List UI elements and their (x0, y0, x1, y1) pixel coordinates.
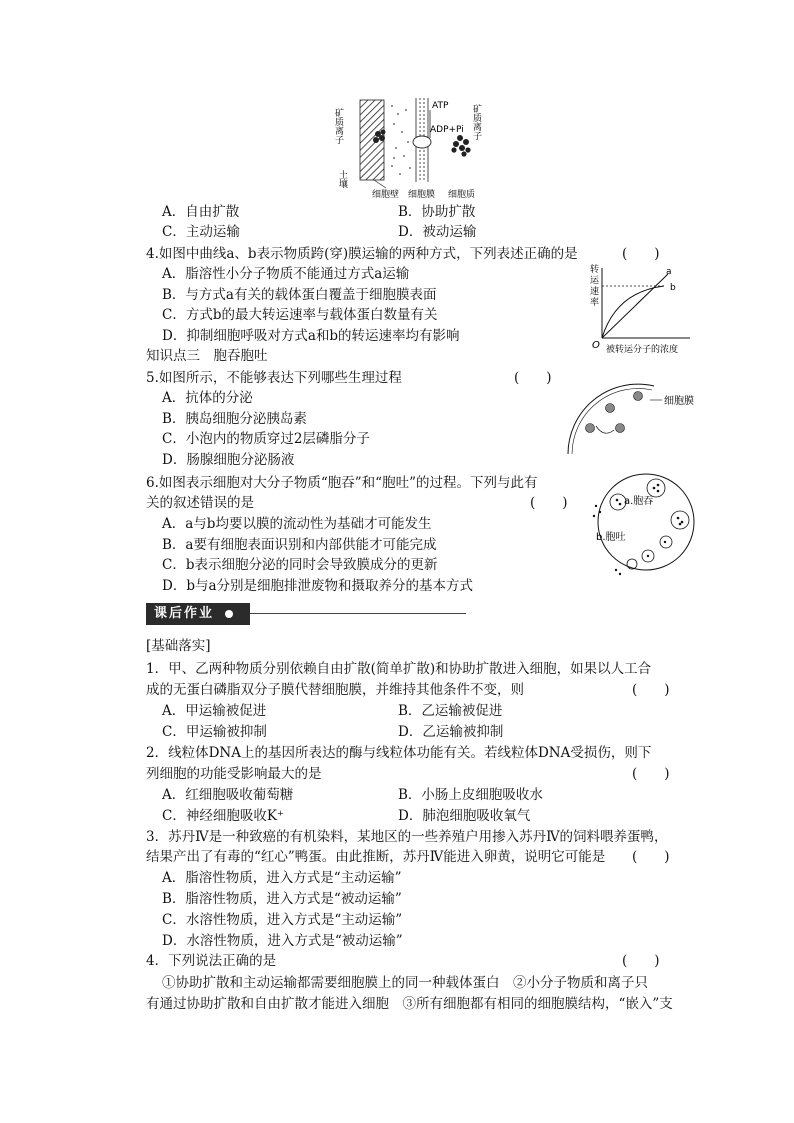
q6-option-c: C．b表示细胞分泌的同时会导致膜成分的更新 (162, 557, 438, 573)
q5-option-a: A．抗体的分泌 (162, 390, 253, 406)
h4-line1: ①协助扩散和主动运输都需要细胞膜上的同一种载体蛋白 ②小分子物质和离子只 (162, 975, 648, 991)
h1-option-c: C．甲运输被抑制 (162, 724, 267, 740)
graph-y-label-3: 速 (590, 287, 600, 297)
q6-stem-line1: 6.如图表示细胞对大分子物质“胞吞”和“胞吐”的过程。下列与此有 (146, 475, 538, 491)
h4-answer-paren: ( ) (622, 953, 660, 969)
h2-option-b: B．小肠上皮细胞吸收水 (398, 787, 543, 803)
graph-curve-b-label: b (670, 283, 676, 293)
fig-adp: ADP+Pi (430, 125, 464, 135)
homework-banner-text: 课后作业 (154, 606, 215, 621)
graph-y-label-4: 率 (590, 298, 600, 308)
h4-line2: 有通过协助扩散和自由扩散才能进入细胞 ③所有细胞都有相同的细胞膜结构，“嵌入”支 (146, 996, 673, 1012)
h2-option-c: C．神经细胞吸收K⁺ (162, 808, 285, 824)
h3-line1: 3．苏丹Ⅳ是一种致癌的有机染料，某地区的一些养殖户用掺入苏丹Ⅳ的饲料喂养蛋鸭， (146, 829, 668, 845)
curve-a (602, 274, 668, 338)
right-ions (451, 135, 470, 157)
ion-transport-figure (333, 96, 506, 200)
q5-option-d: D．肠腺细胞分泌肠液 (162, 452, 295, 468)
h3-answer-paren: ( ) (632, 849, 670, 865)
h1-answer-paren: ( ) (632, 682, 670, 698)
transport-rate-graph (586, 262, 698, 356)
fig-wall-label: 细胞壁 (372, 190, 400, 200)
h2-answer-paren: ( ) (632, 766, 670, 782)
graph-origin: O (592, 340, 600, 351)
q4-option-d: D．抑制细胞呼吸对方式a和b的转运速率均有影响 (162, 328, 460, 344)
q6-answer-paren: ( ) (530, 495, 568, 511)
h2-option-d: D．肺泡细胞吸收氧气 (398, 808, 531, 824)
h2-line1: 2．线粒体DNA上的基因所表达的酶与线粒体功能有关。若线粒体DNA受损伤，则下 (146, 745, 652, 761)
fig-cytoplasm-label: 细胞质 (448, 190, 476, 200)
h3-line2: 结果产出了有毒的“红心”鸭蛋。由此推断，苏丹Ⅳ能进入卵黄，说明它可能是 (146, 849, 606, 865)
dot-field (391, 105, 411, 175)
h1-option-a: A．甲运输被促进 (162, 703, 267, 719)
graph-y-label-1: 转 (590, 265, 600, 275)
h1-option-d: D．乙运输被抑制 (398, 724, 504, 740)
q6-option-a: A．a与b均要以膜的流动性为基础才可能发生 (162, 516, 432, 532)
vesicle-secretion-figure (562, 378, 712, 458)
basic-section-title: [基础落实] (146, 638, 211, 654)
h1-option-b: B．乙运输被促进 (398, 703, 503, 719)
vesicle-1 (634, 392, 643, 401)
vesicle-3 (586, 424, 595, 433)
q6-option-b: B．a要有细胞表面识别和内部供能才可能完成 (162, 537, 437, 553)
fig-left-label: 矿质离子 (333, 108, 343, 144)
graph-y-label-2: 运 (590, 276, 600, 286)
cell-outline (598, 474, 694, 570)
q4-answer-paren: ( ) (622, 246, 660, 262)
fig-soil-label: 土壤 (337, 170, 347, 188)
banner-rule (250, 613, 466, 614)
h3-option-b: B．脂溶性物质，进入方式是“被动运输” (162, 891, 402, 907)
fig-exocytosis-label: b.胞吐 (596, 532, 626, 543)
carrier-protein (413, 136, 431, 148)
q5-stem: 5.如图所示，不能够表达下列哪些生理过程 (146, 370, 402, 386)
q3-option-b: B．协助扩散 (398, 204, 476, 220)
h3-option-a: A．脂溶性物质，进入方式是“主动运输” (162, 870, 402, 886)
graph-x-label: 被转运分子的浓度 (606, 345, 679, 355)
fig-membrane-text: 细胞膜 (664, 396, 694, 407)
vesicle-4 (616, 424, 625, 433)
fig-endocytosis-label: a.胞吞 (624, 496, 654, 507)
q4-option-c: C．方式b的最大转运速率与载体蛋白数量有关 (162, 307, 438, 323)
curve-b (602, 286, 664, 338)
h3-option-c: C．水溶性物质，进入方式是“主动运输” (162, 912, 403, 928)
h4-stem: 4．下列说法正确的是 (146, 953, 277, 969)
q6-option-d: D．b与a分别是细胞排泄废物和摄取养分的基本方式 (162, 578, 474, 594)
h1-line2: 成的无蛋白磷脂双分子膜代替细胞膜，并维持其他条件不变，则 (146, 682, 524, 698)
graph-curve-a-label: a (666, 267, 672, 277)
h3-option-d: D．水溶性物质，进入方式是“被动运输” (162, 933, 403, 949)
q3-option-d: D．被动运输 (398, 224, 477, 240)
banner-dot-icon (225, 610, 233, 618)
homework-banner (146, 603, 250, 625)
fig-membrane-label: 细胞膜 (408, 190, 436, 200)
h1-line1: 1．甲、乙两种物质分别依赖自由扩散(简单扩散)和协助扩散进入细胞，如果以人工合 (146, 661, 652, 677)
q3-option-a: A．自由扩散 (162, 204, 240, 220)
h2-option-a: A．红细胞吸收葡萄糖 (162, 787, 294, 803)
h2-line2: 列细胞的功能受影响最大的是 (146, 766, 322, 782)
q5-option-c: C．小泡内的物质穿过2层磷脂分子 (162, 431, 370, 447)
q4-option-a: A．脂溶性小分子物质不能通过方式a运输 (162, 266, 410, 282)
q4-option-b: B．与方式a有关的载体蛋白覆盖于细胞膜表面 (162, 287, 437, 303)
fig-atp: ATP (432, 101, 449, 111)
fig-right-label: 矿质离子 (471, 104, 481, 140)
section3-title: 知识点三 胞吞胞吐 (146, 348, 268, 364)
q5-answer-paren: ( ) (514, 370, 552, 386)
q4-stem: 4.如图中曲线a、b表示物质跨(穿)膜运输的两种方式，下列表述正确的是 (146, 246, 578, 262)
q6-stem-line2: 关的叙述错误的是 (146, 495, 254, 511)
endocytosis-exocytosis-figure (588, 466, 700, 578)
vesicle-2 (606, 404, 615, 413)
q3-option-c: C．主动运输 (162, 224, 240, 240)
q5-option-b: B．胰岛细胞分泌胰岛素 (162, 411, 307, 427)
